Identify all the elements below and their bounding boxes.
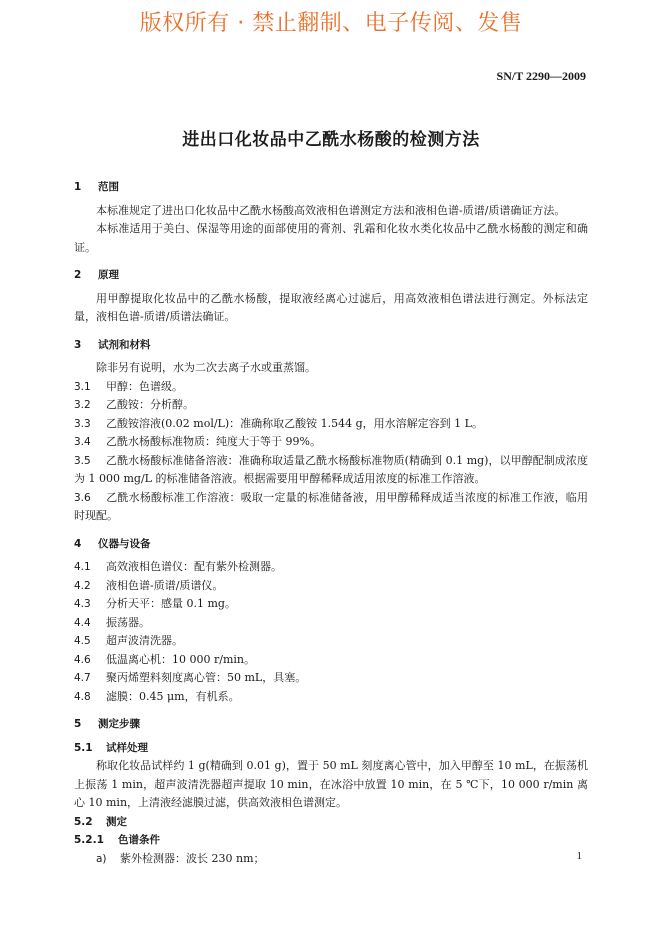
item-number: 3.6 <box>74 491 91 504</box>
item-number: 3.4 <box>74 436 91 448</box>
item-text: 滤膜：0.45 μm，有机系。 <box>106 689 240 703</box>
item-number: 3.5 <box>74 454 91 467</box>
subsection-title: 试样处理 <box>106 741 148 754</box>
section-title: 原理 <box>98 269 119 281</box>
item-text: 分析天平：感量 0.1 mg。 <box>106 597 236 610</box>
section-number: 2 <box>74 269 82 281</box>
section-number: 1 <box>74 181 82 193</box>
watermark-banner: 版权所有 · 禁止翻制、电子传阅、发售 <box>139 11 523 36</box>
list-item <box>74 614 588 633</box>
section-heading-reagents <box>74 336 588 355</box>
list-item <box>74 577 588 596</box>
page-number: 1 <box>576 850 582 862</box>
scope-paragraph-2: 本标准适用于美白、保湿等用途的面部使用的膏剂、乳霜和化妆水类化妆品中乙酰水杨酸的测定和确证。 <box>74 222 588 254</box>
list-item <box>74 688 588 707</box>
subsection-title: 色谱条件 <box>118 834 160 846</box>
section-heading-apparatus <box>74 535 588 554</box>
item-text: 聚丙烯塑料刻度离心管：50 mL，具塞。 <box>106 671 307 684</box>
item-number: 4.3 <box>74 598 91 610</box>
item-text: 液相色谱-质谱/质谱仪。 <box>106 578 224 592</box>
list-item <box>74 489 588 526</box>
subsection-heading-determination <box>74 813 588 832</box>
item-text: 乙酰水杨酸标准工作溶液：吸取一定量的标准储备液，用甲醇稀释成适当浓度的标准工作液，临用时现配。 <box>74 490 588 522</box>
list-item <box>74 651 588 670</box>
principle-paragraph: 用甲醇提取化妆品中的乙酰水杨酸，提取液经离心过滤后，用高效液相色谱法进行测定。外标法定量，液相色谱-质谱/质谱法确证。 <box>74 291 588 323</box>
item-text: 乙酸铵：分析醇。 <box>106 398 194 411</box>
section-title: 测定步骤 <box>98 718 140 730</box>
section-heading-principle <box>74 266 588 285</box>
item-text: 乙酰水杨酸标准储备溶液：准确称取适量乙酰水杨酸标准物质(精确到 0.1 mg)，以甲醇配制成浓度为 1 000 mg/L 的标准储备溶液。根据需要用甲醇稀释成适用浓度的标准工作溶液。 <box>74 453 588 485</box>
item-label: a) <box>96 852 107 865</box>
list-item <box>74 396 588 415</box>
scope-paragraph-1: 本标准规定了进出口化妆品中乙酰水杨酸高效液相色谱测定方法和液相色谱-质谱/质谱确证方法。 <box>96 203 566 217</box>
item-text: 低温离心机：10 000 r/min。 <box>106 652 255 666</box>
item-text: 甲醇：色谱级。 <box>106 379 183 393</box>
subsection-title: 测定 <box>106 815 127 828</box>
list-item <box>74 452 588 489</box>
item-number: 4.5 <box>74 635 91 647</box>
item-number: 3.3 <box>74 417 91 430</box>
item-number: 4.7 <box>74 672 91 684</box>
list-item <box>74 433 588 452</box>
subsection-number: 5.1 <box>74 741 93 754</box>
section-title: 范围 <box>98 181 119 193</box>
item-text: 振荡器。 <box>106 615 150 629</box>
section-heading-procedure <box>74 715 588 734</box>
list-item <box>74 632 588 651</box>
item-text: 超声波清洗器。 <box>106 634 183 647</box>
list-item <box>74 850 588 869</box>
item-text: 乙酰水杨酸标准物质：纯度大于等于 99%。 <box>106 435 321 448</box>
document-body <box>74 178 588 868</box>
item-number: 3.1 <box>74 380 91 393</box>
item-number: 4.1 <box>74 561 91 573</box>
item-number: 4.2 <box>74 579 91 592</box>
list-item <box>74 595 588 614</box>
section-title: 仪器与设备 <box>98 537 151 550</box>
item-number: 4.4 <box>74 616 91 629</box>
list-item <box>74 378 588 397</box>
section-number: 4 <box>74 537 82 550</box>
item-text: 乙酸铵溶液(0.02 mol/L)：准确称取乙酸铵 1.544 g，用水溶解定容到 1 L。 <box>106 416 483 430</box>
reagents-intro: 除非另有说明，水为二次去离子水或重蒸馏。 <box>96 361 316 374</box>
item-number: 3.2 <box>74 399 91 411</box>
list-item <box>74 669 588 688</box>
item-number: 4.6 <box>74 653 91 666</box>
item-text: 高效液相色谱仪：配有紫外检测器。 <box>106 560 282 573</box>
subsection-heading-chromatographic-conditions <box>74 831 588 850</box>
list-item <box>74 415 588 434</box>
section-number: 3 <box>74 338 82 351</box>
subsection-number: 5.2 <box>74 815 93 828</box>
sample-prep-paragraph: 称取化妆品试样约 1 g(精确到 0.01 g)，置于 50 mL 刻度离心管中，加入甲醇至 10 mL，在振荡机上振荡 1 min，超声波清洗器超声提取 10 min，在冰浴中放置 10 min，在 5 ℃下，10 000 r/min 离心 10 min，上清液经滤膜过滤，供高效液相色谱测定。 <box>74 759 588 809</box>
item-number: 4.8 <box>74 690 91 703</box>
item-text: 紫外检测器：波长 230 nm； <box>120 851 265 865</box>
subsection-number: 5.2.1 <box>74 834 104 846</box>
subsection-heading-sample-prep <box>74 739 588 758</box>
standard-code: SN/T 2290—2009 <box>496 69 586 83</box>
section-number: 5 <box>74 718 82 730</box>
document-title: 进出口化妆品中乙酰水杨酸的检测方法 <box>182 130 480 150</box>
list-item <box>74 558 588 577</box>
section-heading-scope <box>74 178 588 197</box>
section-title: 试剂和材料 <box>98 338 151 351</box>
